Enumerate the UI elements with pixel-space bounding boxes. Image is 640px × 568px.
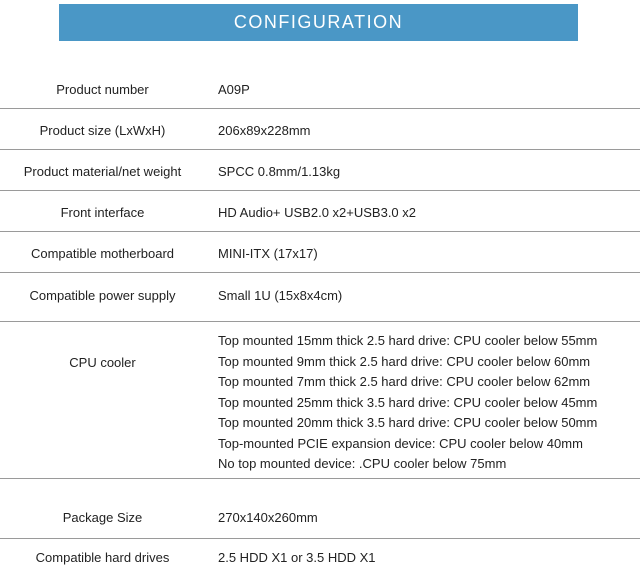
cpu-cooler-line: No top mounted device: .CPU cooler below 75mm <box>218 456 507 471</box>
spec-label: Product number <box>56 82 149 97</box>
spec-row-cpu-cooler <box>0 322 640 479</box>
spec-row-package-size <box>0 479 640 539</box>
cpu-cooler-lines <box>218 331 597 475</box>
spec-value: 270x140x260mm <box>218 510 318 525</box>
spec-label: Front interface <box>60 205 145 220</box>
cpu-cooler-line: Top mounted 20mm thick 3.5 hard drive: CPU cooler below 50mm <box>218 415 598 430</box>
configuration-banner <box>59 4 578 41</box>
spec-value: A09P <box>218 82 250 97</box>
spec-row-power-supply <box>0 273 640 322</box>
spec-value: 206x89x228mm <box>218 123 311 138</box>
spec-label: CPU cooler <box>69 355 136 370</box>
spec-row-front-interface <box>0 191 640 232</box>
cpu-cooler-line: Top-mounted PCIE expansion device: CPU cooler below 40mm <box>218 435 583 451</box>
spec-label: Package Size <box>62 510 143 525</box>
spec-row-motherboard <box>0 232 640 273</box>
spec-value: MINI-ITX (17x17) <box>218 246 318 261</box>
cpu-cooler-line: Top mounted 9mm thick 2.5 hard drive: CPU cooler below 60mm <box>218 353 591 369</box>
spec-row-product-size <box>0 109 640 150</box>
spec-value: Small 1U (15x8x4cm) <box>218 288 343 303</box>
spec-value: HD Audio+ USB2.0 x2+USB3.0 x2 <box>218 205 417 220</box>
cpu-cooler-line: Top mounted 7mm thick 2.5 hard drive: CPU cooler below 62mm <box>218 374 591 389</box>
spec-label: Compatible hard drives <box>35 550 170 565</box>
spec-row-material-weight <box>0 150 640 191</box>
spec-row-hard-drives <box>0 539 640 568</box>
spec-row-product-number <box>0 72 640 109</box>
cpu-cooler-line: Top mounted 25mm thick 3.5 hard drive: CPU cooler below 45mm <box>218 394 598 410</box>
spec-value: 2.5 HDD X1 or 3.5 HDD X1 <box>218 550 376 565</box>
cpu-cooler-line: Top mounted 15mm thick 2.5 hard drive: CPU cooler below 55mm <box>218 333 598 348</box>
spec-value: SPCC 0.8mm/1.13kg <box>218 164 341 179</box>
spec-label: Product material/net weight <box>23 164 182 179</box>
banner-title: CONFIGURATION <box>233 12 404 32</box>
spec-label: Product size (LxWxH) <box>39 123 166 138</box>
spec-label: Compatible power supply <box>29 288 176 303</box>
spec-label: Compatible motherboard <box>30 246 175 261</box>
